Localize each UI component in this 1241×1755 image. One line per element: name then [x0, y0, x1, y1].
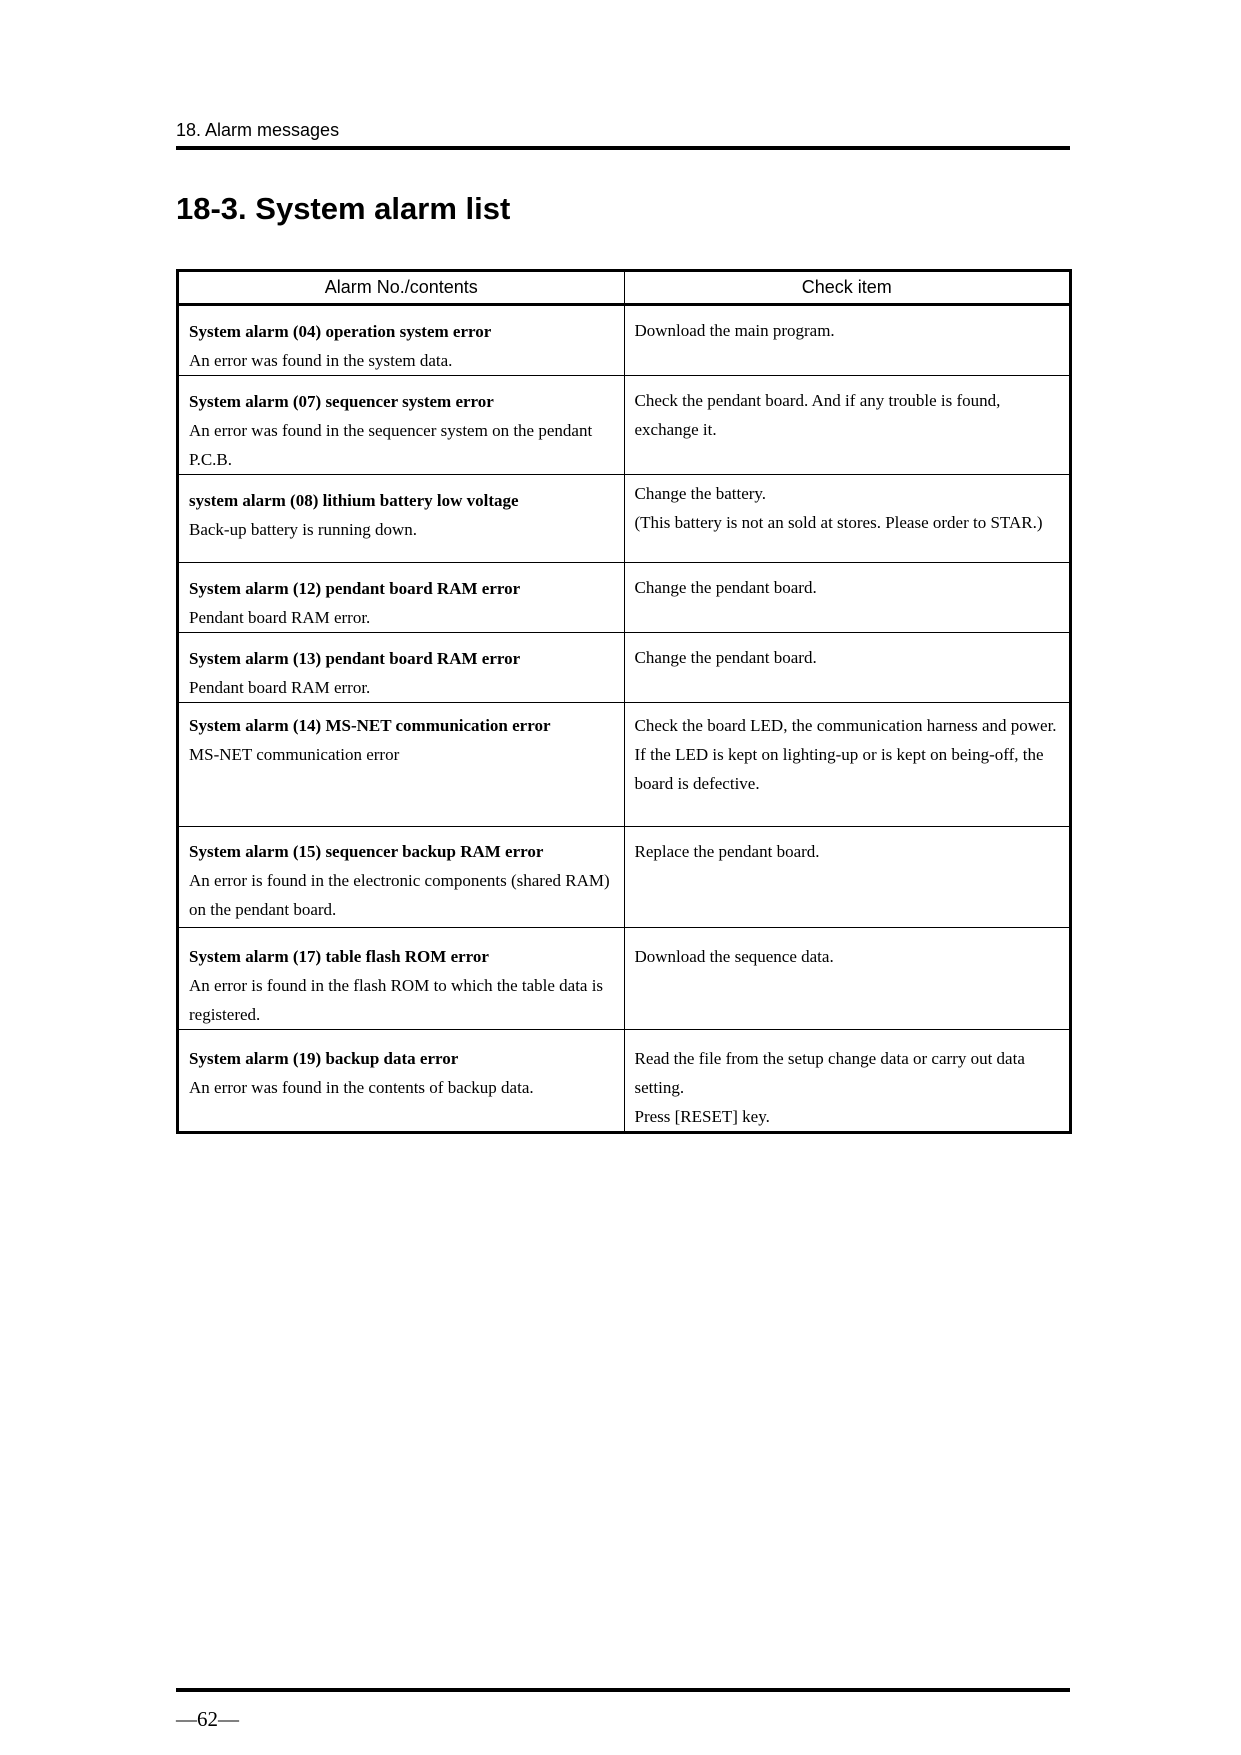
alarm-title: System alarm (17) table flash ROM error	[189, 947, 489, 966]
table-row	[178, 305, 1071, 376]
check-item-text: Change the pendant board.	[634, 578, 817, 597]
alarm-title: System alarm (12) pendant board RAM error	[189, 579, 521, 598]
check-cell	[624, 928, 1071, 1030]
check-item-text: Check the board LED, the communication harness and power.	[634, 716, 1057, 735]
check-item-text: (This battery is not an sold at stores. Please order to STAR.)	[634, 513, 1043, 532]
page-title: 18-3. System alarm list	[176, 191, 511, 226]
check-item-text: Check the pendant board. And if any trouble is found, exchange it.	[634, 391, 1001, 439]
table-row	[178, 633, 1071, 703]
check-item-text: Change the pendant board.	[634, 648, 817, 667]
check-item-text: Replace the pendant board.	[634, 842, 820, 861]
alarm-description: Pendant board RAM error.	[189, 678, 371, 697]
table-row	[178, 376, 1071, 475]
alarm-description: An error is found in the electronic components (shared RAM) on the pendant board.	[189, 871, 610, 919]
alarm-title: System alarm (14) MS-NET communication error	[189, 716, 551, 735]
alarm-description: An error was found in the system data.	[189, 351, 453, 370]
header-divider	[176, 146, 1070, 150]
check-cell	[624, 633, 1071, 703]
alarm-title: System alarm (13) pendant board RAM error	[189, 649, 521, 668]
table-row	[178, 563, 1071, 633]
table-row	[178, 1030, 1071, 1133]
alarm-cell	[178, 827, 625, 928]
alarm-description: An error is found in the flash ROM to which the table data is registered.	[189, 976, 604, 1024]
check-item-text: Download the sequence data.	[634, 947, 834, 966]
check-cell	[624, 305, 1071, 376]
system-alarm-table	[176, 269, 1072, 1134]
check-cell	[624, 703, 1071, 827]
alarm-cell	[178, 1030, 625, 1133]
alarm-cell	[178, 305, 625, 376]
alarm-cell	[178, 703, 625, 827]
alarm-cell	[178, 376, 625, 475]
alarm-cell	[178, 928, 625, 1030]
check-item-text: Press [RESET] key.	[634, 1107, 770, 1126]
alarm-cell	[178, 475, 625, 563]
table-row	[178, 475, 1071, 563]
alarm-title: System alarm (19) backup data error	[189, 1049, 459, 1068]
alarm-title: system alarm (08) lithium battery low voltage	[189, 491, 519, 510]
table-header-row	[178, 271, 1071, 305]
page-number: —62—	[176, 1707, 239, 1731]
alarm-cell	[178, 633, 625, 703]
check-cell	[624, 376, 1071, 475]
check-cell	[624, 1030, 1071, 1133]
running-header: 18. Alarm messages	[176, 120, 340, 140]
alarm-description: MS-NET communication error	[189, 745, 400, 764]
alarm-title: System alarm (07) sequencer system error	[189, 392, 494, 411]
check-cell	[624, 563, 1071, 633]
column-header-alarm: Alarm No./contents	[178, 271, 625, 305]
check-item-text: If the LED is kept on lighting-up or is kept on being-off, the board is defective.	[634, 745, 1044, 793]
check-item-text: Change the battery.	[634, 484, 767, 503]
check-cell	[624, 475, 1071, 563]
check-item-text: Read the file from the setup change data or carry out data setting.	[634, 1049, 1025, 1097]
check-cell	[624, 827, 1071, 928]
footer-divider	[176, 1688, 1070, 1692]
table-row	[178, 703, 1071, 827]
check-item-text: Download the main program.	[634, 321, 835, 340]
alarm-cell	[178, 563, 625, 633]
alarm-title: System alarm (15) sequencer backup RAM error	[189, 842, 544, 861]
alarm-description: Back-up battery is running down.	[189, 520, 418, 539]
alarm-description: An error was found in the sequencer system on the pendant P.C.B.	[189, 421, 593, 469]
alarm-title: System alarm (04) operation system error	[189, 322, 492, 341]
alarm-description: An error was found in the contents of backup data.	[189, 1078, 534, 1097]
alarm-description: Pendant board RAM error.	[189, 608, 371, 627]
column-header-check: Check item	[624, 271, 1071, 305]
table-row	[178, 827, 1071, 928]
table-row	[178, 928, 1071, 1030]
